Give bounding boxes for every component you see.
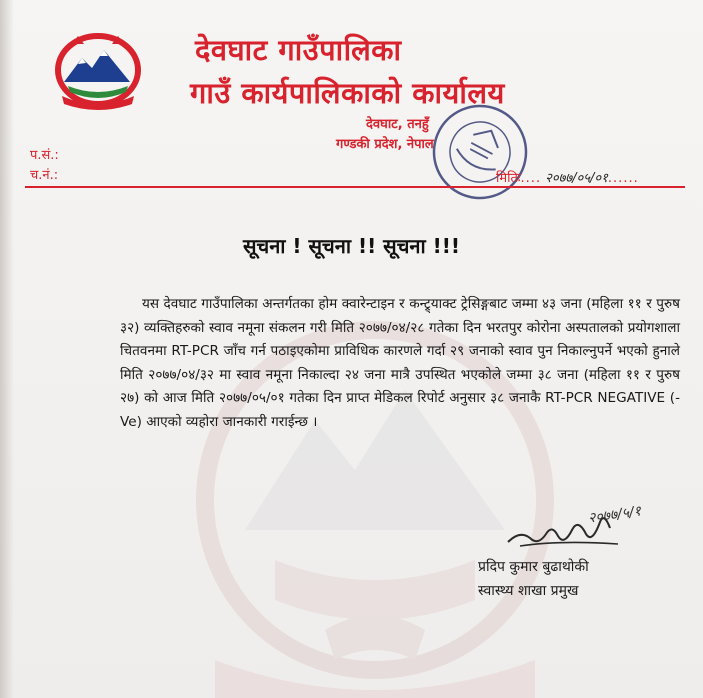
notice-body <box>120 293 680 435</box>
signer-name: प्रदिप कुमार बुढाथोकी <box>478 559 589 575</box>
page-edge-shadow <box>0 0 14 698</box>
nepal-emblem-icon <box>52 30 144 110</box>
org-name: देवघाट गाउँपालिका <box>195 33 402 67</box>
reference-cn-label: च.नं.: <box>30 168 59 183</box>
reference-ps-label: प.सं.: <box>30 148 59 163</box>
office-stamp-icon <box>428 100 532 204</box>
notice-body-paragraph: यस देवघाट गाउँपालिका अन्तर्गतका होम क्वारेन्टाइन र कन्ट्र्याक्ट ट्रेसिङ्गबाट जम्मा ४३ जना (महिला ११ र पुरुष ३२) व्यक्तिहरुको स्वाव नमूना संकलन गरी मिति २०७७/०४/२८ गतेका दिन भरतपुर कोरोना अस्पतालको प्रयोगशाला चितवनमा RT-PCR जाँच गर्न पठाइएकोमा प्राविधिक कारणले गर्दा २९ जनाको स्वाव पुन निकाल्नुपर्ने भएको हुनाले मिति २०७७/०४/३२ मा स्वाव नमूना निकाल्दा २४ जना मात्रै उपस्थित भएकोले जम्मा ३८ जना (महिला ११ र पुरुष २७) को आज मिति २०७७/०५/०१ गतेका दिन प्राप्त मेडिकल रिपोर्ट अनुसार ३८ जनाकै RT-PCR NEGATIVE (-Ve) आएको व्यहोरा जानकारी गराईन्छ । <box>120 296 680 430</box>
date-leader-dots: .... <box>520 171 542 186</box>
address-line2: गण्डकी प्रदेश, नेपाल <box>336 137 434 152</box>
date-trailing-dots: ...... <box>607 171 639 186</box>
notice-title: सूचना ! सूचना !! सूचना !!! <box>242 234 461 258</box>
signature-date: २०७७/५/१ <box>587 503 643 527</box>
address-line1: देवघाट, तनहुँ <box>366 117 429 132</box>
signer-title: स्वास्थ्य शाखा प्रमुख <box>478 583 579 599</box>
office-name: गाउँ कार्यपालिकाको कार्यालय <box>190 76 505 110</box>
date-row <box>496 168 639 186</box>
date-value: २०७७/०५/०१ <box>545 171 608 186</box>
header-divider <box>25 186 685 188</box>
date-label: मितिः <box>496 171 521 186</box>
